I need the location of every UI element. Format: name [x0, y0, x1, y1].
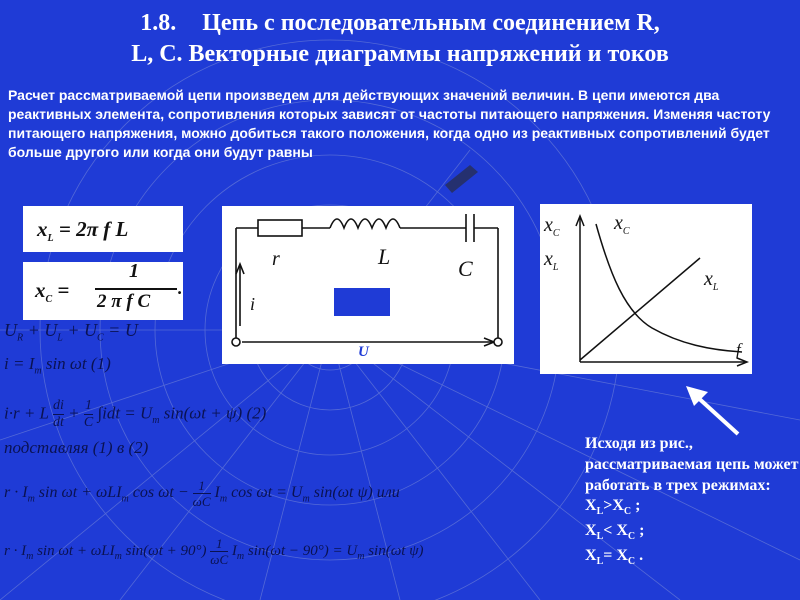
pencil-decoration — [445, 165, 478, 193]
title-line-2: L, C. Векторные диаграммы напряжений и токов — [131, 41, 669, 67]
formula-xc-card — [23, 262, 183, 320]
equation-4: подставляя (1) в (2) — [4, 438, 149, 457]
formula-xl: $x_L = 2\pi$ f L — [37, 217, 129, 245]
formula-xl-card — [23, 206, 183, 252]
equation-3: i·r + L $\frac{di}{dt}$ + $\frac{1}{C}$ $\int idt = U_m$ sin(ωt + ψ) (2) — [4, 398, 267, 430]
mode-2: $X_L< X_C$ ; — [585, 522, 645, 543]
curve-xc — [596, 224, 742, 352]
title-line-1: Цепь с последовательным соединением R, — [202, 10, 660, 36]
curve-label-xl: $x_L$ — [704, 268, 719, 293]
y-label-xc: $x_C$ — [544, 214, 560, 239]
formula-xc-period: . — [178, 278, 183, 298]
label-i: i — [250, 294, 256, 314]
fraction-bar — [95, 288, 177, 290]
equation-5: $r \cdot I_m$ sin ωt + ωLI$_m$ cos ωt − $\frac{1}{\omega C}$ $I_m$ $\cos \omega t = U_m$ sin(ωt ψ) или — [4, 478, 400, 509]
formula-xc-denominator: 2 π f C — [97, 291, 151, 312]
equation-2: $i = I_m$ sin ωt (1) — [4, 354, 111, 377]
inductor-symbol — [330, 219, 400, 228]
modes-list — [585, 496, 800, 572]
modes-note — [585, 433, 800, 572]
label-r: r — [272, 248, 280, 270]
label-c: C — [458, 256, 473, 281]
note-text: Исходя из рис., рассматриваемая цепь может работать в трех режимах: — [585, 435, 799, 494]
intro-paragraph: Расчет рассматриваемой цепи произведем для действующих значений величин. В цепи имеются два реактивных элемента, сопротивления которых зависят от частоты питающего напряжения. Изменяя частоту питающего напряжения, можно добиться такого положения, когда одно из реактивных сопротивлений будет больше другого или когда они будут равны — [8, 87, 771, 160]
slide-title — [0, 8, 800, 70]
equation-1: $U_R + U_L + U_C = U$ — [4, 320, 138, 344]
x-axis-label: f — [736, 340, 741, 359]
equations-block — [0, 318, 600, 600]
mode-1: $X_L>X_C$ ; — [585, 497, 641, 518]
formula-xc-numerator: 1 — [129, 260, 139, 282]
resistor-symbol — [258, 220, 302, 236]
y-label-xl: $x_L$ — [544, 248, 559, 273]
pointer-arrow-icon — [676, 378, 746, 438]
section-number: 1.8. — [140, 10, 177, 36]
label-l: L — [378, 244, 391, 269]
formula-xl-rhs: 2π f L — [76, 217, 129, 241]
blue-placeholder-box — [334, 288, 390, 316]
mode-3: $X_L= X_C$ . — [585, 547, 644, 568]
curve-label-xc: $x_C$ — [614, 212, 630, 237]
formula-xc-lhs: $x_C$ = — [35, 278, 70, 306]
label-u: U — [358, 344, 369, 360]
equation-6: $r \cdot I_m$ sin ωt + ωLI$_m$ sin(ωt + 90°) $\frac{1}{\omega C}$ $I_m$ $\sin(\omega t - 90^\circ) = U_m$ sin(ωt ψ) — [4, 536, 424, 567]
